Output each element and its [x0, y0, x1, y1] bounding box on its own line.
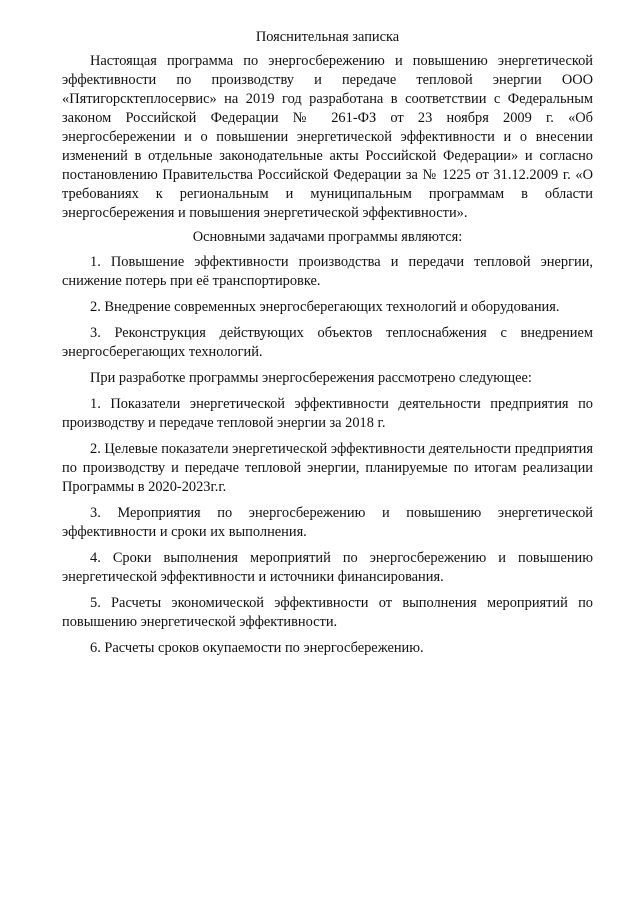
- document-page: [62, 28, 593, 665]
- considered-item-2: 2. Целевые показатели энергетической эффективности деятельности предприятия по производству и передаче тепловой энергии, планируемые по итогам реализации Программы в 2020-2023г.г.: [62, 441, 593, 495]
- tasks-heading: Основными задачами программы являются:: [192, 229, 463, 245]
- page-title: Пояснительная записка: [255, 29, 400, 45]
- considered-heading: При разработке программы энергосбережения рассмотрено следующее:: [90, 370, 532, 386]
- considered-item-6: 6. Расчеты сроков окупаемости по энергосбережению.: [90, 640, 424, 656]
- task-item-3: 3. Реконструкция действующих объектов теплоснабжения с внедрением энергосберегающих технологий.: [62, 325, 593, 360]
- intro-paragraph: Настоящая программа по энергосбережению и повышению энергетической эффективности по производству и передаче тепловой энергии ООО «Пятигорсктеплосервис» на 2019 год разработана в соответствии с Федеральным законом Российской Федерации № 261-ФЗ от 23 ноября 2009 г. «Об энергосбережении и о повышении энергетической эффективности и о внесении изменений в отдельные законодательные акты Российской Федерации» и согласно постановлению Правительства Российской Федерации за № 1225 от 31.12.2009 г. «О требованиях к региональным и муниципальным программам в области энергосбережения и повышения энергетической эффективности».: [62, 53, 593, 221]
- considered-item-4: 4. Сроки выполнения мероприятий по энергосбережению и повышению энергетической эффективности и источники финансирования.: [62, 550, 593, 585]
- considered-item-1: 1. Показатели энергетической эффективности деятельности предприятия по производству и передаче тепловой энергии за 2018 г.: [62, 396, 593, 431]
- task-item-2: 2. Внедрение современных энергосберегающих технологий и оборудования.: [90, 299, 560, 315]
- considered-item-3: 3. Мероприятия по энергосбережению и повышению энергетической эффективности и сроки их выполнения.: [62, 505, 593, 540]
- task-item-1: 1. Повышение эффективности производства и передачи тепловой энергии, снижение потерь при её транспортировке.: [62, 254, 593, 289]
- considered-item-5: 5. Расчеты экономической эффективности от выполнения мероприятий по повышению энергетической эффективности.: [62, 595, 593, 630]
